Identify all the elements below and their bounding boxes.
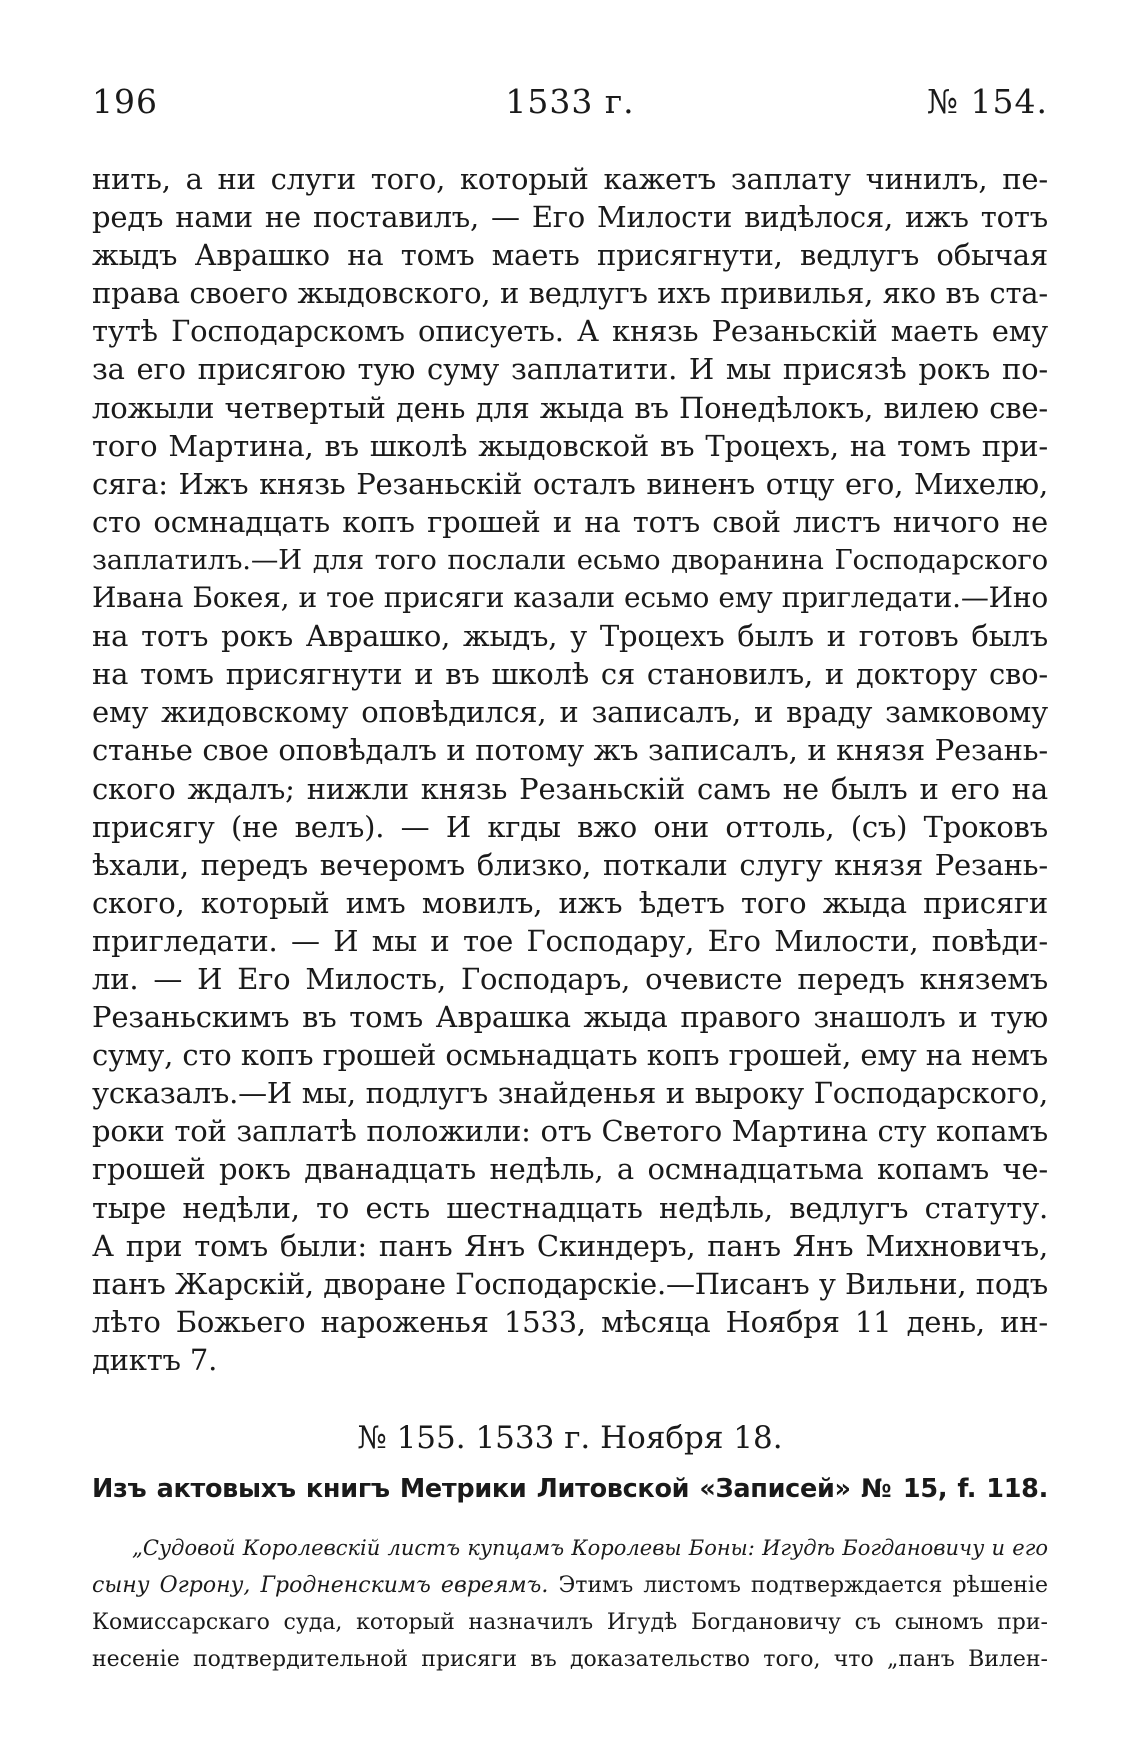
text-line: заплатилъ.—И для того послали есьмо дворанина Господарского: [92, 543, 1048, 576]
text-line: роки той заплатѣ положили: отъ Светого Мартина сту копамъ: [92, 1114, 1048, 1149]
summary-line: [92, 1567, 1048, 1604]
text-line: права своего жыдовского, и ведлугъ ихъ привилья, яко въ ста-: [92, 276, 1048, 311]
text-line: станье свое оповѣдалъ и потому жъ записалъ, и князя Резань-: [92, 733, 1048, 768]
text-line: присягу (не велъ). — И кгды вжо они оттоль, (съ) Троковъ: [92, 809, 1048, 844]
summary-line: несеніе подтвердительной присяги въ доказательство того, что „панъ Вилен-: [92, 1647, 1048, 1672]
text-line: сяга: Ижъ князь Резаньскій осталъ виненъ отцу его, Михелю,: [92, 466, 1048, 501]
section-title: № 155. 1533 г. Ноября 18.: [357, 1420, 783, 1456]
text-line: редъ нами не поставилъ, — Его Милости видѣлося, ижъ тотъ: [92, 200, 1048, 235]
text-line: тыре недѣли, то есть шестнадцать недѣль, ведлугъ статуту.: [92, 1190, 1048, 1225]
summary-text: [92, 1530, 1048, 1678]
text-line: суму, сто копъ грошей осмьнадцать копъ грошей, ему на немъ: [92, 1038, 1048, 1073]
running-head: [92, 82, 1048, 126]
running-year: 1533 г.: [505, 82, 635, 121]
text-line: тутѣ Господарскомъ описуеть. А князь Резаньскій маеть ему: [92, 314, 1048, 349]
text-line: лѣто Божьего нароженья 1533, мѣсяца Ноября 11 день, ин-: [92, 1304, 1048, 1339]
text-line-last: диктъ 7.: [92, 1342, 218, 1377]
text-line: ѣхали, передъ вечеромъ близко, поткали слугу князя Резань-: [92, 847, 1048, 882]
page-number: 196: [92, 82, 158, 121]
source-reference: Изъ актовыхъ книгъ Метрики Литовской «Записей» № 15, f. 118.: [92, 1474, 1048, 1504]
text-line: ему жидовскому оповѣдился, и записалъ, и враду замковому: [92, 695, 1048, 730]
text-line: ложыли четвертый день для жыда въ Понедѣлокъ, вилею све-: [92, 390, 1048, 425]
text-line: на томъ присягнути и въ школѣ ся становилъ, и доктору сво-: [92, 657, 1048, 692]
text-line: ского ждалъ; нижли князь Резаньскій самъ не былъ и его на: [92, 771, 1048, 806]
text-line: усказалъ.—И мы, подлугъ знайденья и выроку Господарского,: [92, 1076, 1048, 1111]
text-line: Ивана Бокея, и тое присяги казали есьмо ему пригледати.—Ино: [92, 581, 1048, 615]
text-line: жыдъ Аврашко на томъ маеть присягнути, ведлугъ обычая: [92, 238, 1048, 273]
text-line: грошей рокъ дванадцать недѣль, а осмнадцатьма копамъ че-: [92, 1152, 1048, 1187]
text-line: А при томъ были: панъ Янъ Скиндеръ, панъ Янъ Михновичъ,: [92, 1228, 1048, 1263]
document-number: № 154.: [926, 82, 1048, 121]
text-line: панъ Жарскій, дворане Господарскіе.—Писанъ у Вильни, подъ: [92, 1266, 1048, 1301]
body-text: [92, 160, 1048, 1379]
summary-line: Комиссарскаго суда, который назначилъ Игудѣ Богдановичу съ сыномъ при-: [92, 1610, 1048, 1635]
text-line: нить, а ни слуги того, который кажетъ заплату чинилъ, пе-: [92, 162, 1048, 196]
text-line: того Мартина, въ школѣ жыдовской въ Троцехъ, на томъ при-: [92, 428, 1048, 463]
summary-line-rest: Этимъ листомъ подтверждается рѣшеніе: [548, 1573, 1048, 1598]
text-line: ли. — И Его Милость, Господаръ, очевисте передъ княземъ: [92, 961, 1048, 996]
text-line: пригледати. — И мы и тое Господару, Его Милости, повѣди-: [92, 923, 1048, 958]
summary-line: „Судовой Королевскій листъ купцамъ Королевы Боны: Игудѣ Богдановичу и его: [132, 1536, 1048, 1560]
text-line: Резаньскимъ въ томъ Аврашка жыда правого знашолъ и тую: [92, 1000, 1048, 1035]
text-line: на тотъ рокъ Аврашко, жыдъ, у Троцехъ былъ и готовъ былъ: [92, 619, 1048, 654]
text-line: за его присягою тую суму заплатити. И мы присязѣ рокъ по-: [92, 352, 1048, 387]
summary-line-italic: сыну Огрону, Гродненскимъ евреямъ.: [92, 1573, 549, 1598]
text-line: сто осмнадцать копъ грошей и на тотъ свой листъ ничого не: [92, 504, 1048, 539]
text-line: ского, который имъ мовилъ, ижъ ѣдетъ того жыда присяги: [92, 885, 1048, 920]
